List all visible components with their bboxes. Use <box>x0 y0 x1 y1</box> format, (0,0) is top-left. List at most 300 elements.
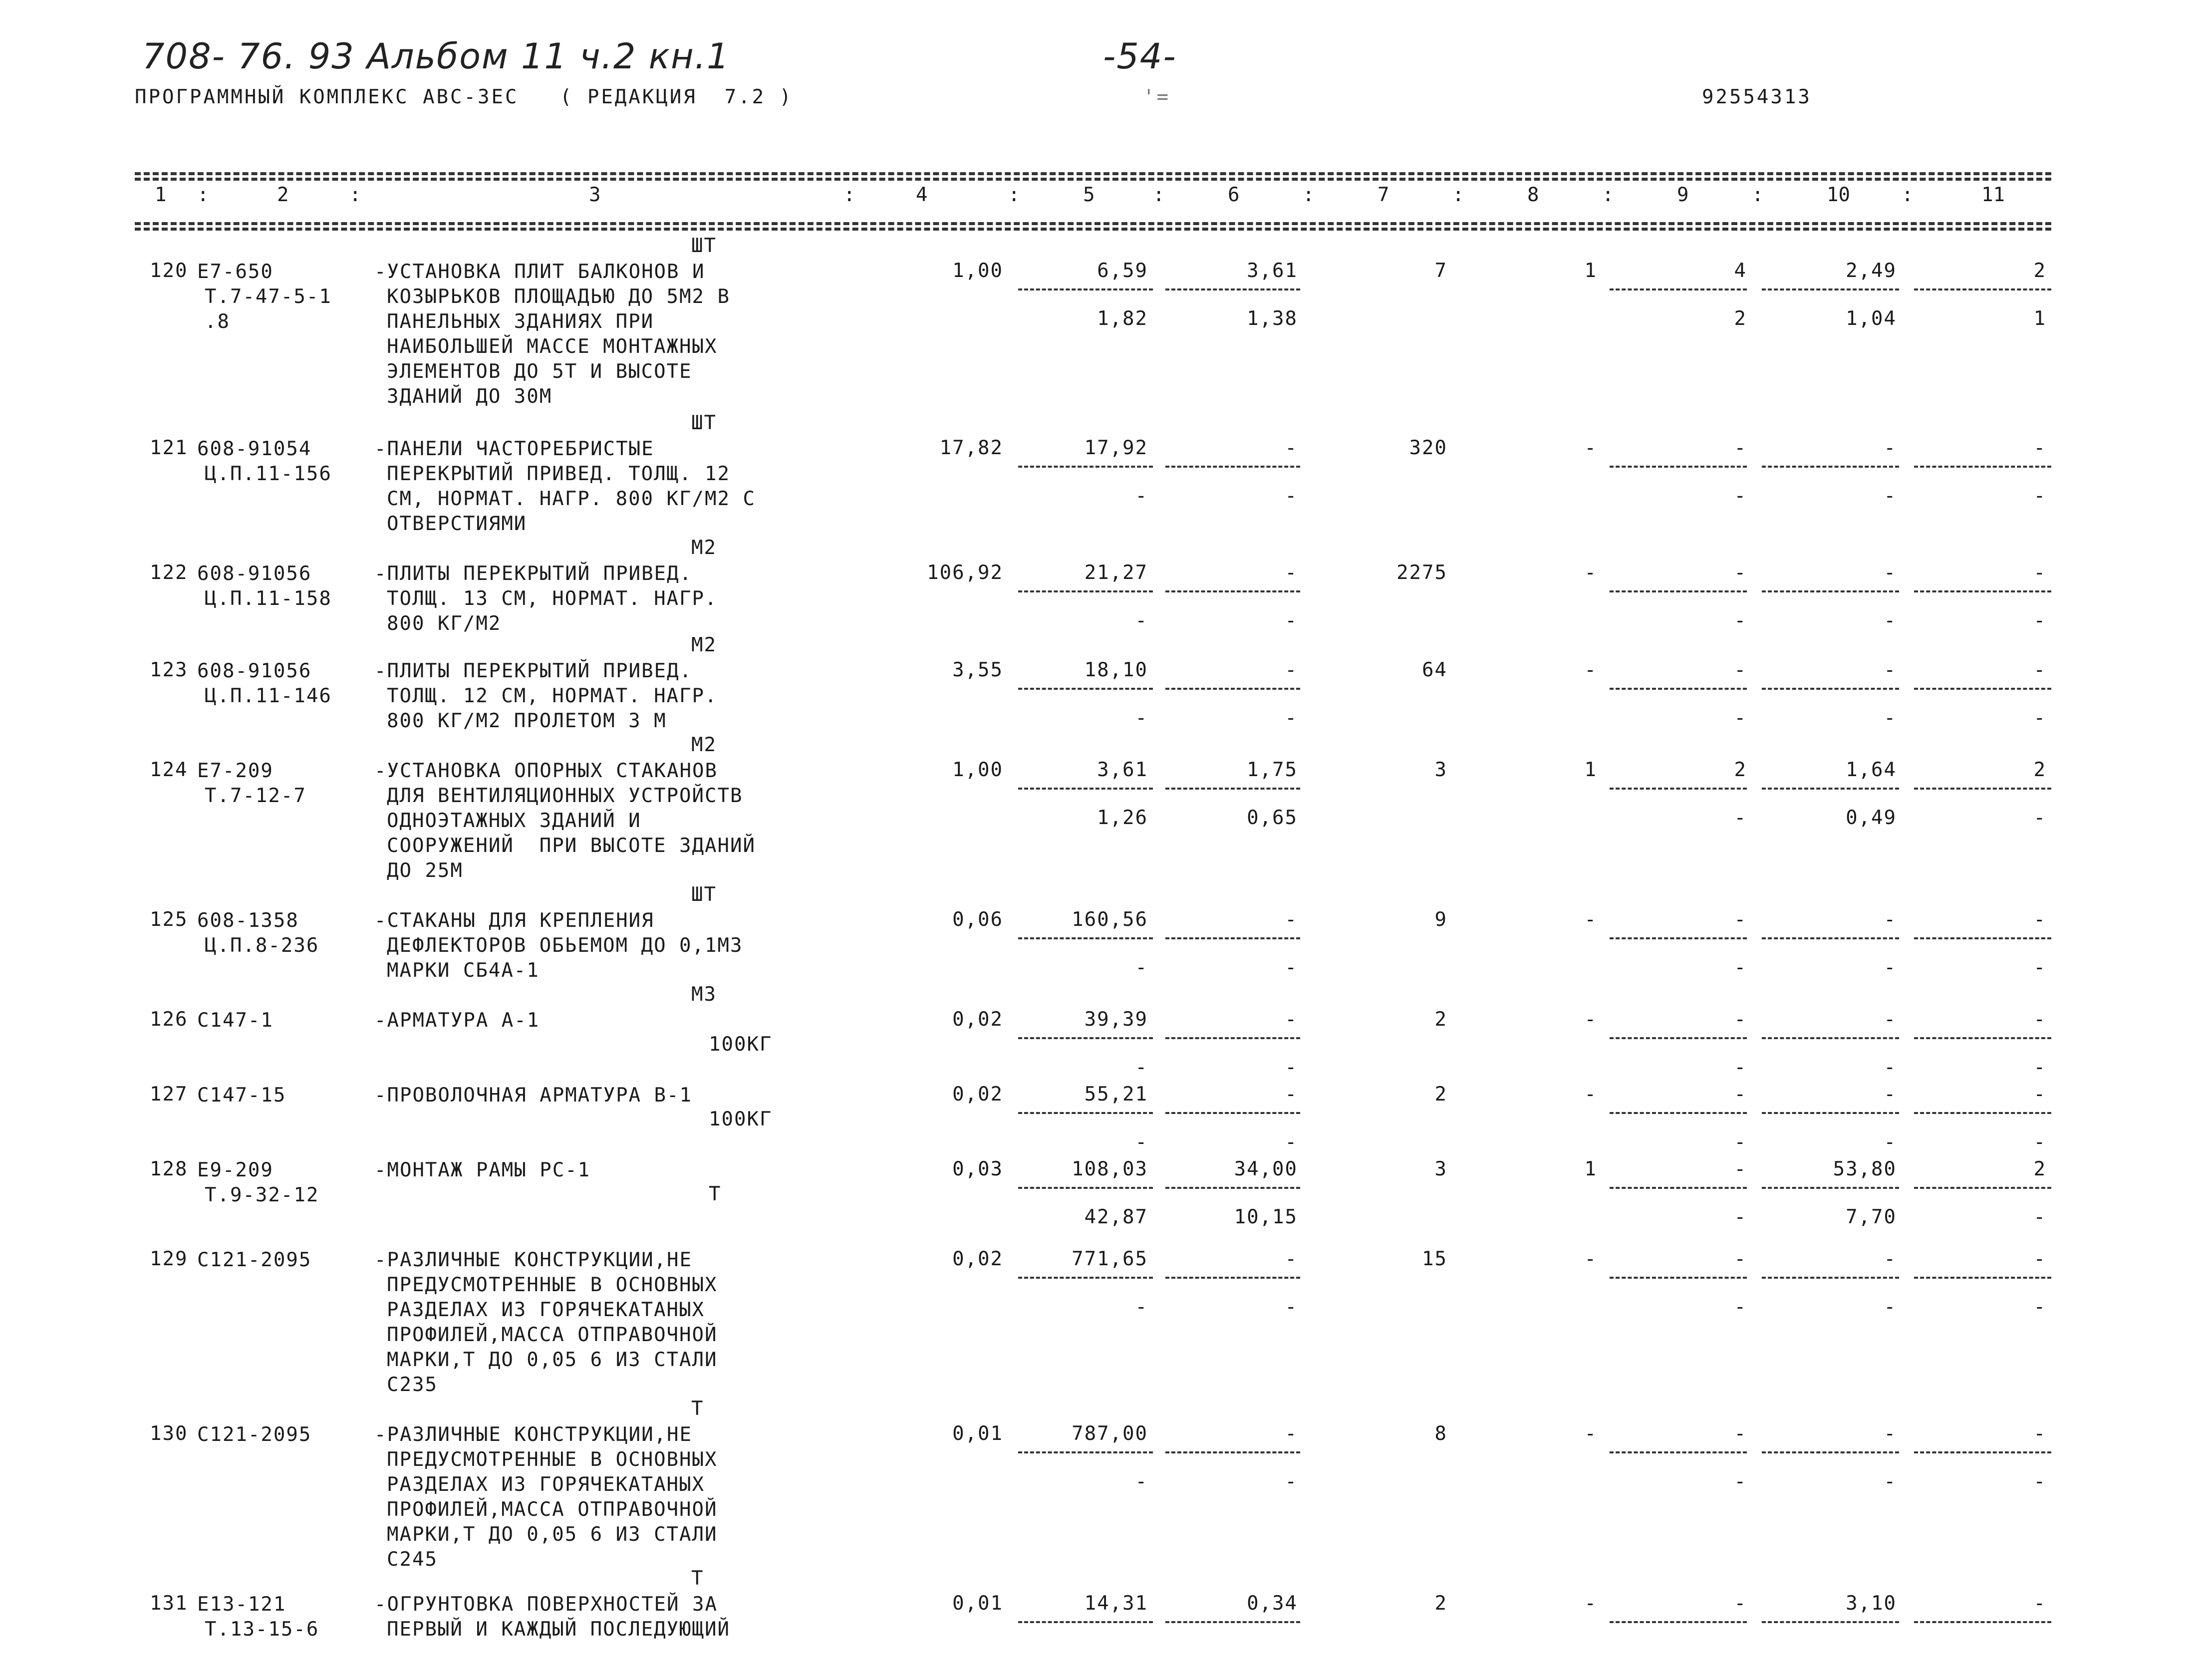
unit-label: Т <box>709 1183 722 1205</box>
value-c6: - <box>1285 908 1298 931</box>
description-line: РАЗДЕЛАХ ИЗ ГОРЯЧЕКАТАНЫХ <box>387 1473 705 1496</box>
cell-divider-c10 <box>1762 288 1899 290</box>
cell-divider-c9 <box>1610 788 1747 790</box>
value-c5-second: 1,26 <box>1097 807 1148 829</box>
cell-divider-c9 <box>1610 1187 1747 1189</box>
value-c11: - <box>2033 561 2046 584</box>
column-header-4: 4 <box>916 184 928 206</box>
value-c11: - <box>2033 1592 2046 1615</box>
value-c9: - <box>1734 908 1747 931</box>
value-c9: - <box>1734 437 1747 459</box>
value-c5-second: - <box>1135 609 1148 632</box>
description-line: ДО 25М <box>387 859 463 882</box>
value-c8: 1 <box>1584 260 1597 282</box>
value-c7: 64 <box>1422 659 1447 681</box>
description-line: ПРОФИЛЕЙ,МАССА ОТПРАВОЧНОЙ <box>387 1324 718 1346</box>
value-c5: 17,92 <box>1084 437 1148 459</box>
column-separator: : <box>349 184 361 206</box>
cell-divider-c10 <box>1762 1451 1899 1453</box>
value-c6: 34,00 <box>1234 1158 1298 1180</box>
value-c10: - <box>1884 1248 1897 1270</box>
value-c4: 0,01 <box>952 1422 1003 1445</box>
value-c11: - <box>2033 1008 2046 1031</box>
row-number: 120 <box>150 260 188 282</box>
value-c7: 2 <box>1434 1592 1447 1615</box>
cell-divider-c5 <box>1018 288 1153 290</box>
cell-divider-c9 <box>1610 688 1747 690</box>
row-number: 129 <box>150 1248 188 1270</box>
value-c6: 0,34 <box>1247 1592 1298 1615</box>
value-c9: - <box>1734 561 1747 584</box>
cell-divider-c5 <box>1018 788 1153 790</box>
cell-divider-c11 <box>1914 288 2051 290</box>
value-c6-second: - <box>1285 1131 1298 1153</box>
value-c4: 0,06 <box>952 908 1003 931</box>
value-c11-second: - <box>2033 485 2046 507</box>
cell-divider-c5 <box>1018 688 1153 690</box>
cell-divider-c11 <box>1914 688 2051 690</box>
value-c10: - <box>1884 908 1897 931</box>
description-line: -ПЛИТЫ ПЕРЕКРЫТИЙ ПРИВЕД. <box>374 562 692 585</box>
description-line: МАРКИ СБ4А-1 <box>387 959 540 982</box>
value-c6-second: - <box>1285 1056 1298 1079</box>
code-line: С121-2095 <box>197 1249 312 1271</box>
value-c5-second: - <box>1135 956 1148 979</box>
value-c9: - <box>1734 1422 1747 1445</box>
value-c11: - <box>2033 659 2046 681</box>
value-c8: - <box>1584 1422 1597 1445</box>
cell-divider-c5 <box>1018 1112 1153 1114</box>
cell-divider-c11 <box>1914 466 2051 468</box>
value-c8: - <box>1584 1083 1597 1106</box>
value-c10-second: 0,49 <box>1846 807 1897 829</box>
value-c11-second: - <box>2033 1056 2046 1079</box>
value-c4: 106,92 <box>927 561 1003 584</box>
value-c5-second: - <box>1135 1470 1148 1493</box>
value-c7: 3 <box>1434 759 1447 781</box>
row-number: 123 <box>150 659 188 681</box>
code-line: Е9-209 <box>197 1159 274 1181</box>
value-c10: - <box>1884 1008 1897 1031</box>
cell-divider-c10 <box>1762 1037 1899 1039</box>
unit-label: 100КГ <box>709 1033 773 1056</box>
description-line: ЭЛЕМЕНТОВ ДО 5Т И ВЫСОТЕ <box>387 360 692 383</box>
cell-divider-c5 <box>1018 1451 1153 1453</box>
code-line: Т.7-12-7 <box>205 785 306 807</box>
description-line: -МОНТАЖ РАМЫ РС-1 <box>374 1159 591 1181</box>
cell-divider-c9 <box>1610 1621 1747 1623</box>
description-line: ПАНЕЛЬНЫХ ЗДАНИЯХ ПРИ <box>387 310 654 333</box>
unit-label: М2 <box>691 537 717 559</box>
description-line: ПЕРВЫЙ И КАЖДЫЙ ПОСЛЕДУЮЩИЙ <box>387 1618 730 1641</box>
cell-divider-c11 <box>1914 937 2051 939</box>
value-c6: - <box>1285 1422 1298 1445</box>
cell-divider-c10 <box>1762 1277 1899 1279</box>
cell-divider-c6 <box>1165 1451 1300 1453</box>
row-number: 122 <box>150 561 188 584</box>
value-c9-second: - <box>1734 1056 1747 1079</box>
description-line: 800 КГ/М2 ПРОЛЕТОМ 3 М <box>387 710 667 732</box>
value-c9-second: - <box>1734 807 1747 829</box>
column-header-6: 6 <box>1228 184 1240 206</box>
row-number: 124 <box>150 759 188 781</box>
description-line: С245 <box>387 1548 438 1571</box>
value-c6: - <box>1285 437 1298 459</box>
cell-divider-c6 <box>1165 590 1300 592</box>
column-header-1: 1 <box>155 184 167 206</box>
program-title: ПРОГРАММНЫЙ КОМПЛЕКС АВС-ЗЕС ( РЕДАКЦИЯ 7.2 ) <box>135 86 794 108</box>
value-c8: - <box>1584 1008 1597 1031</box>
code-line: Т.7-47-5-1 <box>205 285 332 308</box>
value-c11: - <box>2033 908 2046 931</box>
cell-divider-c11 <box>1914 1187 2051 1189</box>
cell-divider-c9 <box>1610 1112 1747 1114</box>
value-c4: 0,02 <box>952 1008 1003 1031</box>
value-c6-second: 1,38 <box>1247 307 1298 330</box>
cell-divider-c6 <box>1165 1112 1300 1114</box>
description-line: ТОЛЩ. 12 СМ, НОРМАТ. НАГР. <box>387 685 718 707</box>
value-c7: 3 <box>1434 1158 1447 1180</box>
cell-divider-c10 <box>1762 788 1899 790</box>
value-c5: 6,59 <box>1097 260 1148 282</box>
value-c11: 2 <box>2033 1158 2046 1180</box>
value-c9: - <box>1734 1592 1747 1615</box>
value-c8: - <box>1584 437 1597 459</box>
value-c4: 1,00 <box>952 260 1003 282</box>
value-c7: 15 <box>1422 1248 1447 1270</box>
unit-label: М2 <box>691 634 717 656</box>
code-line: Т.13-15-6 <box>205 1618 319 1641</box>
value-c11-second: - <box>2033 609 2046 632</box>
cell-divider-c6 <box>1165 688 1300 690</box>
value-c4: 0,02 <box>952 1248 1003 1270</box>
cell-divider-c10 <box>1762 1112 1899 1114</box>
cell-divider-c9 <box>1610 1037 1747 1039</box>
cell-divider-c10 <box>1762 590 1899 592</box>
row-number: 121 <box>150 437 188 459</box>
column-separator: : <box>843 184 855 206</box>
row-number: 125 <box>150 908 188 931</box>
value-c5: 3,61 <box>1097 759 1148 781</box>
value-c10: 53,80 <box>1833 1158 1897 1180</box>
description-line: ОДНОЭТАЖНЫХ ЗДАНИЙ И <box>387 810 641 832</box>
cell-divider-c6 <box>1165 1621 1300 1623</box>
column-header-10: 10 <box>1827 184 1850 206</box>
value-c6: - <box>1285 659 1298 681</box>
code-line: Е7-209 <box>197 760 274 782</box>
row-number: 130 <box>150 1422 188 1445</box>
description-line: НАИБОЛЬШЕЙ МАССЕ МОНТАЖНЫХ <box>387 335 718 358</box>
value-c10: - <box>1884 561 1897 584</box>
column-header-11: 11 <box>1981 184 2005 206</box>
cell-divider-c10 <box>1762 937 1899 939</box>
value-c9: - <box>1734 659 1747 681</box>
value-c10: 3,10 <box>1846 1592 1897 1615</box>
document-number: 92554313 <box>1702 86 1812 108</box>
value-c10: 1,64 <box>1846 759 1897 781</box>
column-separator: : <box>1602 184 1614 206</box>
value-c10: - <box>1884 437 1897 459</box>
column-header-5: 5 <box>1083 184 1095 206</box>
column-header-8: 8 <box>1527 184 1539 206</box>
value-c11-second: - <box>2033 1131 2046 1153</box>
description-line: -СТАКАНЫ ДЛЯ КРЕПЛЕНИЯ <box>374 909 654 932</box>
description-line: -УСТАНОВКА ПЛИТ БАЛКОНОВ И <box>374 261 705 283</box>
cell-divider-c9 <box>1610 466 1747 468</box>
value-c6-second: - <box>1285 485 1298 507</box>
value-c6: 1,75 <box>1247 759 1298 781</box>
column-header-3: 3 <box>589 184 601 206</box>
value-c7: 9 <box>1434 908 1447 931</box>
value-c10-second: 1,04 <box>1846 307 1897 330</box>
value-c9: - <box>1734 1248 1747 1270</box>
cell-divider-c10 <box>1762 688 1899 690</box>
cell-divider-c10 <box>1762 1621 1899 1623</box>
column-separator: : <box>1752 184 1764 206</box>
value-c10: - <box>1884 659 1897 681</box>
value-c4: 0,02 <box>952 1083 1003 1106</box>
value-c11: - <box>2033 1248 2046 1270</box>
value-c4: 1,00 <box>952 759 1003 781</box>
value-c10-second: 7,70 <box>1846 1206 1897 1228</box>
value-c11-second: 1 <box>2033 307 2046 330</box>
description-line: СООРУЖЕНИЙ ПРИ ВЫСОТЕ ЗДАНИЙ <box>387 835 756 857</box>
code-line: .8 <box>205 310 230 333</box>
cell-divider-c9 <box>1610 288 1747 290</box>
cell-divider-c9 <box>1610 937 1747 939</box>
value-c10: - <box>1884 1083 1897 1106</box>
cell-divider-c6 <box>1165 937 1300 939</box>
description-line: -ПАНЕЛИ ЧАСТОРЕБРИСТЫЕ <box>374 438 654 460</box>
value-c6: - <box>1285 1248 1298 1270</box>
description-line: ДЕФЛЕКТОРОВ ОБЬЕМОМ ДО 0,1М3 <box>387 934 743 957</box>
value-c5-second: - <box>1135 1131 1148 1153</box>
description-line: ПРОФИЛЕЙ,МАССА ОТПРАВОЧНОЙ <box>387 1498 718 1521</box>
value-c9-second: - <box>1734 609 1747 632</box>
column-header-2: 2 <box>277 184 289 206</box>
description-line: -УСТАНОВКА ОПОРНЫХ СТАКАНОВ <box>374 760 718 782</box>
cell-divider-c11 <box>1914 788 2051 790</box>
value-c6-second: - <box>1285 1470 1298 1493</box>
value-c10-second: - <box>1884 1056 1897 1079</box>
value-c10-second: - <box>1884 956 1897 979</box>
value-c5: 18,10 <box>1084 659 1148 681</box>
value-c11: - <box>2033 437 2046 459</box>
value-c10-second: - <box>1884 609 1897 632</box>
value-c8: - <box>1584 908 1597 931</box>
value-c9-second: - <box>1734 485 1747 507</box>
value-c10-second: - <box>1884 1470 1897 1493</box>
value-c6-second: - <box>1285 707 1298 729</box>
column-separator: : <box>1008 184 1020 206</box>
description-line: ТОЛЩ. 13 СМ, НОРМАТ. НАГР. <box>387 587 718 610</box>
page-number: -54- <box>1103 36 1177 77</box>
value-c11: 2 <box>2033 260 2046 282</box>
code-line: Ц.П.8-236 <box>205 934 319 957</box>
cell-divider-c5 <box>1018 466 1153 468</box>
code-line: 608-91054 <box>197 438 312 460</box>
value-c5-second: - <box>1135 485 1148 507</box>
description-line: КОЗЫРЬКОВ ПЛОЩАДЬЮ ДО 5М2 В <box>387 285 730 308</box>
description-line: ПЕРЕКРЫТИЙ ПРИВЕД. ТОЛЩ. 12 <box>387 463 730 485</box>
description-line: РАЗДЕЛАХ ИЗ ГОРЯЧЕКАТАНЫХ <box>387 1299 705 1321</box>
value-c8: - <box>1584 1248 1597 1270</box>
value-c11: - <box>2033 1422 2046 1445</box>
code-line: С147-1 <box>197 1009 274 1032</box>
value-c5: 55,21 <box>1084 1083 1148 1106</box>
cell-divider-c6 <box>1165 1277 1300 1279</box>
value-c8: - <box>1584 659 1597 681</box>
cell-divider-c6 <box>1165 788 1300 790</box>
column-separator: : <box>1303 184 1315 206</box>
value-c8: 1 <box>1584 1158 1597 1180</box>
handwritten-album-reference: 708- 76. 93 Альбом 11 ч.2 кн.1 <box>142 36 730 77</box>
value-c9: - <box>1734 1158 1747 1180</box>
value-c6-second: - <box>1285 956 1298 979</box>
cell-divider-c9 <box>1610 1451 1747 1453</box>
row-number: 127 <box>150 1083 188 1106</box>
value-c11-second: - <box>2033 807 2046 829</box>
cell-divider-c11 <box>1914 590 2051 592</box>
code-line: 608-1358 <box>197 909 299 932</box>
value-c6-second: 10,15 <box>1234 1206 1298 1228</box>
description-line: -ПРОВОЛОЧНАЯ АРМАТУРА В-1 <box>374 1084 692 1107</box>
value-c11-second: - <box>2033 707 2046 729</box>
cell-divider-c11 <box>1914 1112 2051 1114</box>
value-c7: 2275 <box>1396 561 1447 584</box>
value-c5-second: - <box>1135 707 1148 729</box>
value-c9: 4 <box>1734 260 1747 282</box>
code-line: 608-91056 <box>197 562 312 585</box>
value-c5: 771,65 <box>1072 1248 1148 1270</box>
cell-divider-c9 <box>1610 1277 1747 1279</box>
value-c10-second: - <box>1884 1131 1897 1153</box>
description-line: -АРМАТУРА А-1 <box>374 1009 540 1032</box>
description-line: СМ, НОРМАТ. НАГР. 800 КГ/М2 С <box>387 488 756 510</box>
value-c7: 320 <box>1409 437 1447 459</box>
value-c11-second: - <box>2033 956 2046 979</box>
value-c10: 2,49 <box>1846 260 1897 282</box>
code-line: Ц.П.11-158 <box>205 587 332 610</box>
description-line: -ОГРУНТОВКА ПОВЕРХНОСТЕЙ ЗА <box>374 1593 718 1616</box>
value-c8: - <box>1584 1592 1597 1615</box>
unit-label: Т <box>691 1567 704 1590</box>
value-c10-second: - <box>1884 707 1897 729</box>
value-c9: - <box>1734 1083 1747 1106</box>
column-separator: : <box>197 184 209 206</box>
description-line: -ПЛИТЫ ПЕРЕКРЫТИЙ ПРИВЕД. <box>374 660 692 682</box>
cell-divider-c6 <box>1165 1037 1300 1039</box>
value-c6-second: - <box>1285 1296 1298 1318</box>
row-number: 131 <box>150 1592 188 1615</box>
cell-divider-c5 <box>1018 1187 1153 1189</box>
column-separator: : <box>1153 184 1165 206</box>
value-c6: - <box>1285 1008 1298 1031</box>
value-c8: - <box>1584 561 1597 584</box>
value-c9-second: 2 <box>1734 307 1747 330</box>
unit-label: ШТ <box>691 412 717 434</box>
value-c4: 17,82 <box>939 437 1003 459</box>
unit-label: Т <box>691 1398 704 1420</box>
unit-label: 100КГ <box>709 1108 773 1130</box>
code-line: С147-15 <box>197 1084 286 1107</box>
cell-divider-c11 <box>1914 1451 2051 1453</box>
value-c4: 3,55 <box>952 659 1003 681</box>
value-c6-second: - <box>1285 609 1298 632</box>
row-number: 128 <box>150 1158 188 1180</box>
value-c9-second: - <box>1734 1131 1747 1153</box>
cell-divider-c5 <box>1018 590 1153 592</box>
value-c11-second: - <box>2033 1296 2046 1318</box>
value-c7: 2 <box>1434 1083 1447 1106</box>
value-c10-second: - <box>1884 485 1897 507</box>
value-c10: - <box>1884 1422 1897 1445</box>
description-line: 800 КГ/М2 <box>387 612 502 635</box>
description-line: МАРКИ,Т ДО 0,05 6 ИЗ СТАЛИ <box>387 1523 718 1546</box>
value-c5: 14,31 <box>1084 1592 1148 1615</box>
value-c4: 0,03 <box>952 1158 1003 1180</box>
cell-divider-c5 <box>1018 1037 1153 1039</box>
description-line: ПРЕДУСМОТРЕННЫЕ В ОСНОВНЫХ <box>387 1274 718 1296</box>
value-c9-second: - <box>1734 1296 1747 1318</box>
value-c8: 1 <box>1584 759 1597 781</box>
value-c7: 2 <box>1434 1008 1447 1031</box>
value-c7: 8 <box>1434 1422 1447 1445</box>
cell-divider-c5 <box>1018 1621 1153 1623</box>
value-c9-second: - <box>1734 956 1747 979</box>
unit-label: М2 <box>691 734 717 756</box>
value-c9-second: - <box>1734 1206 1747 1228</box>
cell-divider-c11 <box>1914 1277 2051 1279</box>
scan-mark: '= <box>1143 86 1170 108</box>
value-c11: - <box>2033 1083 2046 1106</box>
cell-divider-c10 <box>1762 466 1899 468</box>
description-line: ДЛЯ ВЕНТИЛЯЦИОННЫХ УСТРОЙСТВ <box>387 785 743 807</box>
description-line: ЗДАНИЙ ДО 30М <box>387 385 552 408</box>
cell-divider-c6 <box>1165 288 1300 290</box>
description-line: С235 <box>387 1374 438 1396</box>
value-c6: - <box>1285 561 1298 584</box>
description-line: -РАЗЛИЧНЫЕ КОНСТРУКЦИИ,НЕ <box>374 1423 692 1446</box>
cell-divider-c9 <box>1610 590 1747 592</box>
value-c9: - <box>1734 1008 1747 1031</box>
code-line: 608-91056 <box>197 660 312 682</box>
cell-divider-c5 <box>1018 1277 1153 1279</box>
column-header-7: 7 <box>1378 184 1389 206</box>
column-separator: : <box>1902 184 1914 206</box>
cell-divider-c11 <box>1914 1037 2051 1039</box>
value-c5-second: 1,82 <box>1097 307 1148 330</box>
cell-divider-c11 <box>1914 1621 2051 1623</box>
code-line: Ц.П.11-146 <box>205 685 332 707</box>
column-header-9: 9 <box>1677 184 1689 206</box>
description-line: ОТВЕРСТИЯМИ <box>387 513 527 535</box>
value-c9: 2 <box>1734 759 1747 781</box>
code-line: Е13-121 <box>197 1593 286 1616</box>
value-c5: 39,39 <box>1084 1008 1148 1031</box>
value-c5-second: - <box>1135 1296 1148 1318</box>
value-c10-second: - <box>1884 1296 1897 1318</box>
value-c9-second: - <box>1734 1470 1747 1493</box>
value-c6-second: 0,65 <box>1247 807 1298 829</box>
column-separator: : <box>1452 184 1464 206</box>
value-c4: 0,01 <box>952 1592 1003 1615</box>
cell-divider-c6 <box>1165 1187 1300 1189</box>
unit-label: М3 <box>691 983 717 1006</box>
value-c11: 2 <box>2033 759 2046 781</box>
value-c5-second: 42,87 <box>1084 1206 1148 1228</box>
value-c11-second: - <box>2033 1470 2046 1493</box>
